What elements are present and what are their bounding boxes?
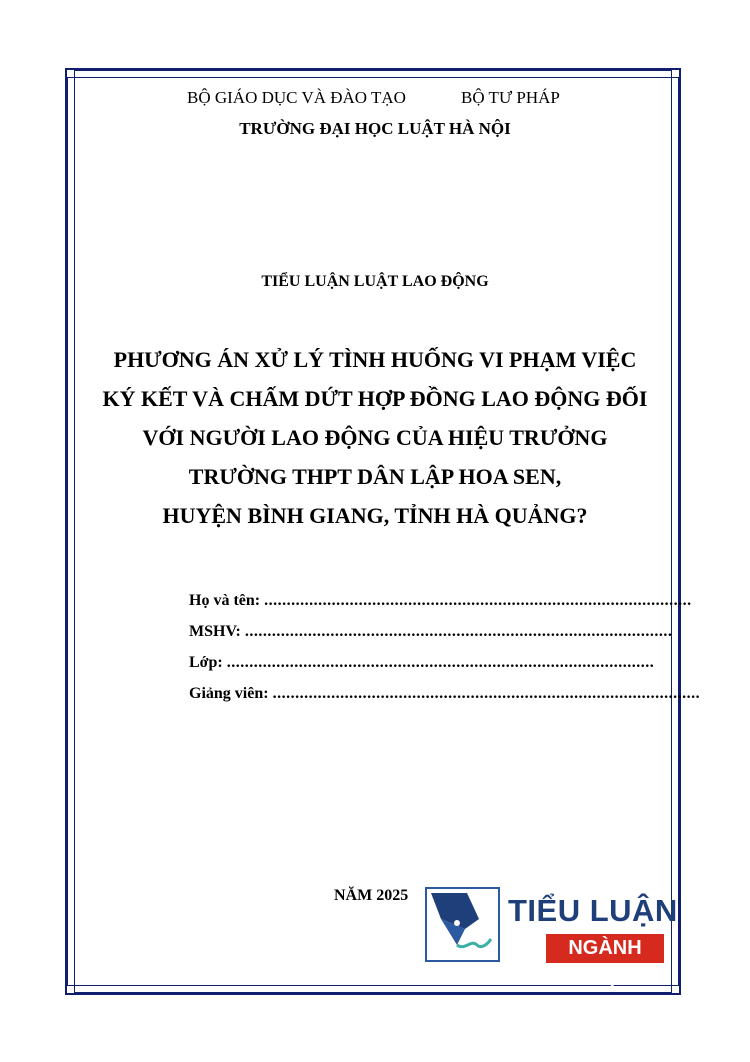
border-corner-top-right <box>671 69 680 78</box>
student-name-row <box>189 592 692 623</box>
border-corner-bottom-right <box>671 985 680 994</box>
logo-text-top: TIỂU LUẬN <box>508 893 678 928</box>
student-info-block <box>189 592 701 716</box>
student-id-label: MSHV: <box>189 623 241 640</box>
student-id-blank[interactable]: ............................................................................................... <box>244 623 673 640</box>
title-line: KÝ KẾT VÀ CHẤM DỨT HỢP ĐỒNG LAO ĐỘNG ĐỐI <box>102 386 648 411</box>
ministry-education: BỘ GIÁO DỤC VÀ ĐÀO TẠO <box>187 88 406 107</box>
class-row <box>189 654 655 685</box>
title-line: TRƯỜNG THPT DÂN LẬP HOA SEN, <box>188 464 562 489</box>
title-line: HUYỆN BÌNH GIANG, TỈNH HÀ QUẢNG? <box>162 503 588 528</box>
lecturer-row <box>189 685 701 716</box>
border-corner-bottom-left <box>66 985 75 994</box>
student-id-row <box>189 623 673 654</box>
university-name: TRƯỜNG ĐẠI HỌC LUẬT HÀ NỘI <box>239 119 511 138</box>
fountain-pen-icon <box>425 887 500 962</box>
essay-subject: TIỂU LUẬN LUẬT LAO ĐỘNG <box>261 273 489 290</box>
title-line: PHƯƠNG ÁN XỬ LÝ TÌNH HUỐNG VI PHẠM VIỆC <box>113 347 637 372</box>
title-line: VỚI NGƯỜI LAO ĐỘNG CỦA HIỆU TRƯỞNG <box>142 425 608 450</box>
class-blank[interactable]: ............................................................................................... <box>226 654 655 671</box>
ministry-justice: BỘ TƯ PHÁP <box>461 88 560 107</box>
class-label: Lớp: <box>189 654 223 671</box>
border-corner-top-left <box>66 69 75 78</box>
logo-text-bottom: NGÀNH LUẬT <box>546 934 664 963</box>
essay-title <box>80 340 670 535</box>
lecturer-label: Giảng viên: <box>189 685 269 702</box>
year: NĂM 2025 <box>334 887 409 904</box>
lecturer-blank[interactable]: ............................................................................................... <box>272 685 701 702</box>
student-name-label: Họ và tên: <box>189 592 261 609</box>
student-name-blank[interactable]: ............................................................................................... <box>264 592 692 609</box>
